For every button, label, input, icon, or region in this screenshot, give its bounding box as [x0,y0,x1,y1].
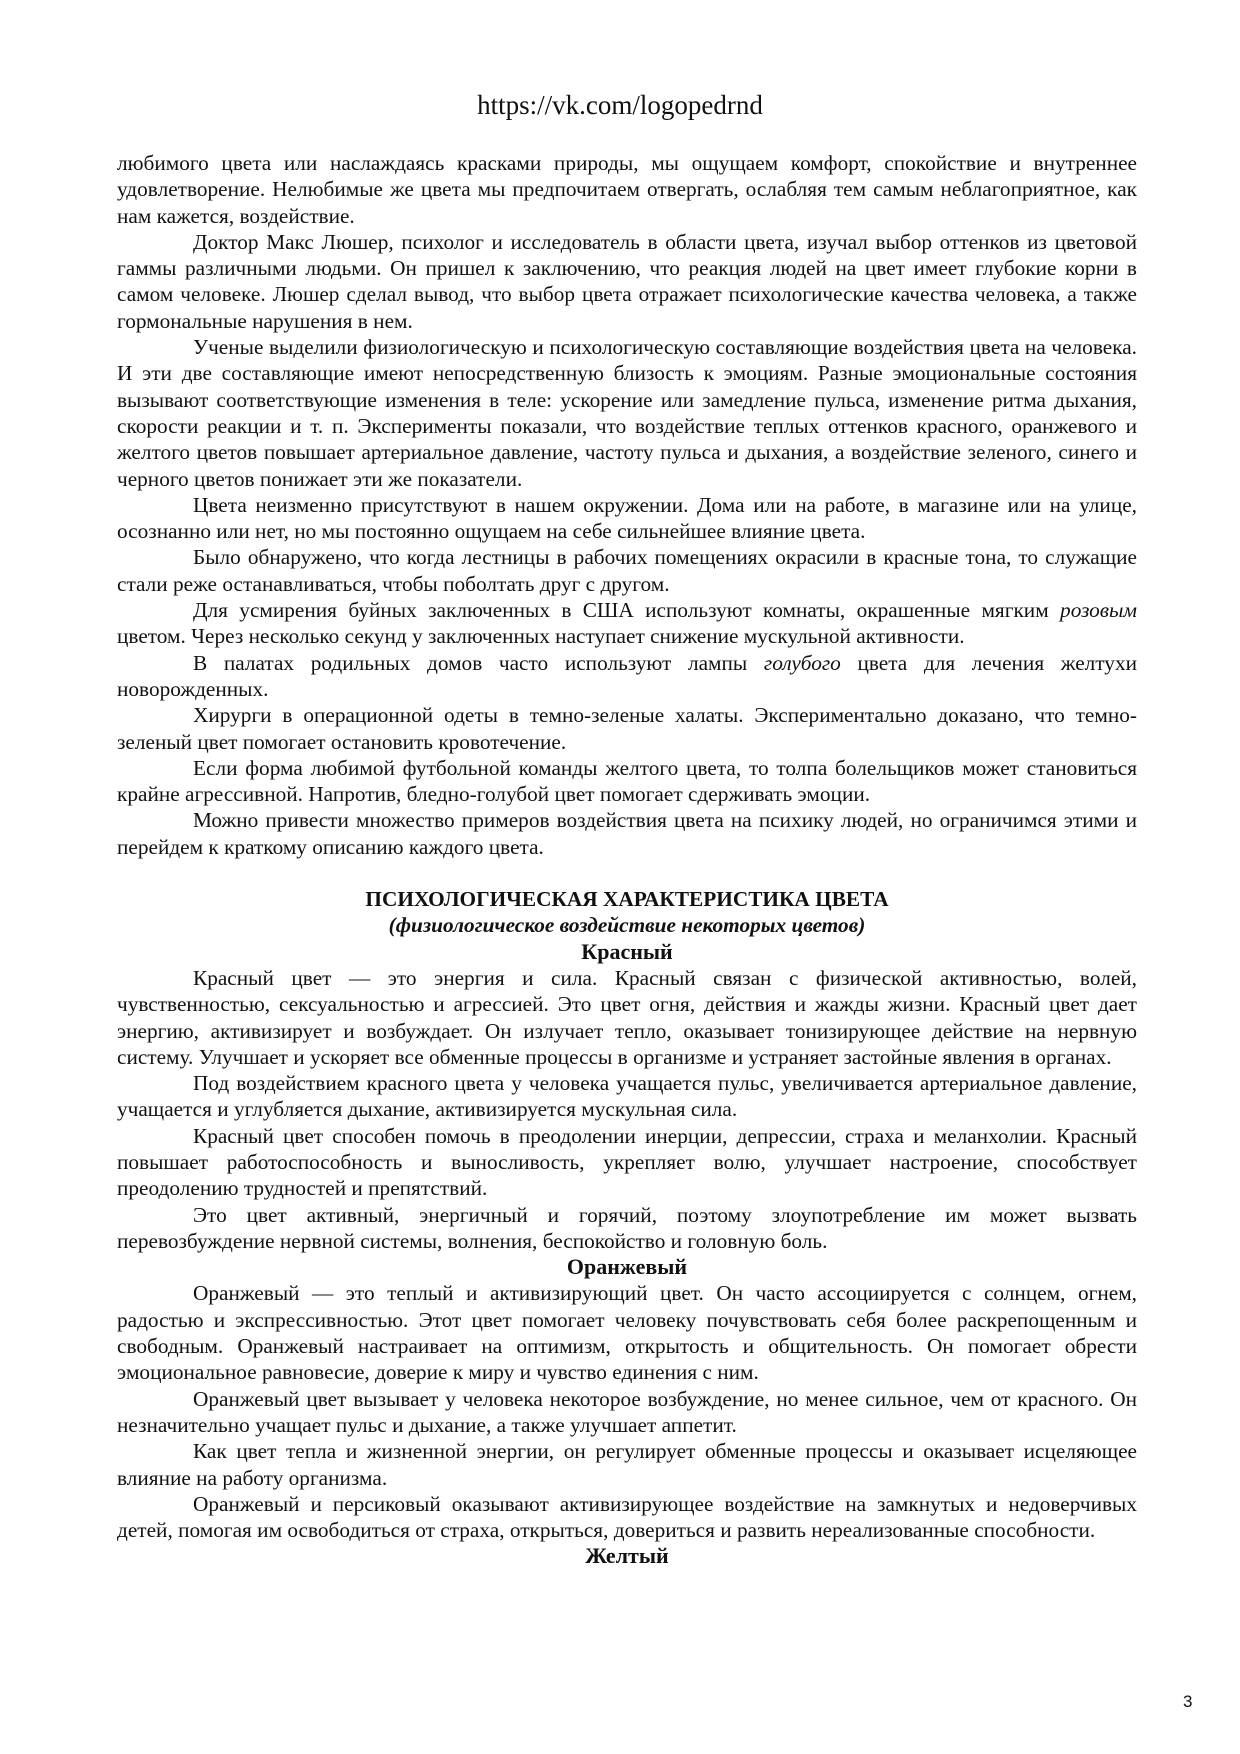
document-body [117,150,1137,1570]
italic-text: розовым [1060,598,1137,623]
paragraph: Цвета неизменно присутствуют в нашем окружении. Дома или на работе, в магазине или на улице, осознанно или нет, но мы постоянно ощущаем на себе сильнейшее влияние цвета. [117,492,1137,544]
heading-orange: Оранжевый [566,1254,688,1280]
paragraph: Было обнаружено, что когда лестницы в рабочих помещениях окрасили в красные тона, то служащие стали реже останавливаться, чтобы поболтать друг с другом. [117,545,1137,596]
paragraph: Если форма любимой футбольной команды желтого цвета, то толпа болельщиков может становиться крайне агрессивной. Напротив, бледно-голубой цвет помогает сдерживать эмоции. [117,755,1137,807]
text: цвета для лечения желтухи новорожденных. [117,650,1137,701]
paragraph: Красный цвет — это энергия и сила. Красный связан с физической активностью, волей, чувственностью, сексуальностью и агрессией. Это цвет огня, действия и жажды жизни. Красный цвет дает энергию, активизирует и возбуждает. Он излучает тепло, оказывает тонизирующее действие на нервную систему. Улучшает и ускоряет все обменные процессы в организме и устраняет застойные явления в органах. [117,965,1137,1069]
paragraph [117,650,1137,703]
text: Для усмирения буйных заключенных в США используют комнаты, окрашенные мягким [193,598,1061,623]
paragraph: Можно привести множество примеров воздействия цвета на психику людей, но ограничимся этими и перейдем к краткому описанию каждого цвета. [117,808,1137,859]
paragraph: Красный цвет способен помочь в преодолении инерции, депрессии, страха и меланхолии. Красный повышает работоспособность и выносливость, укрепляет волю, улучшает настроение, способствует преодолению трудностей и препятствий. [117,1123,1137,1201]
paragraph [117,597,1137,650]
paragraph: Как цвет тепла и жизненной энергии, он регулирует обменные процессы и оказывает исцеляющее влияние на работу организма. [117,1439,1137,1490]
header-url: https://vk.com/logopedrnd [477,90,763,120]
paragraph: Оранжевый и персиковый оказывают активизирующее воздействие на замкнутых и недоверчивых детей, помогая им освободиться от страха, открыться, довериться и развить нереализованные способности. [117,1491,1137,1543]
paragraph: Ученые выделили физиологическую и психологическую составляющие воздействия цвета на человека. И эти две составляющие имеют непосредственную близость к эмоциям. Разные эмоциональные состояния вызывают соответствующие изменения в теле: ускорение или замедление пульса, изменение ритма дыхания, скорости реакции и т. п. Эксперименты показали, что воздействие теплых оттенков красного, оранжевого и желтого цветов повышает артериальное давление, частоту пульса и дыхания, а воздействие зеленого, синего и черного цветов понижает эти же показатели. [117,335,1137,491]
paragraph: Доктор Макс Люшер, психолог и исследователь в области цвета, изучал выбор оттенков из цветовой гаммы различными людьми. Он пришел к заключению, что реакция людей на цвет имеет глубокие корни в самом человеке. Люшер сделал вывод, что выбор цвета отражает психологические качества человека, а также гормональные нарушения в нем. [117,229,1137,333]
text: цветом. Через несколько секунд у заключенных наступает снижение мускульной активности. [117,624,965,649]
paragraph: любимого цвета или наслаждаясь красками природы, мы ощущаем комфорт, спокойствие и внутреннее удовлетворение. Нелюбимые же цвета мы предпочитаем отвергать, ослабляя тем самым неблагоприятное, как нам кажется, воздействие. [117,151,1137,228]
heading-red: Красный [581,938,673,964]
paragraph: Оранжевый цвет вызывает у человека некоторое возбуждение, но менее сильное, чем от красного. Он незначительно учащает пульс и дыхание, а также улучшает аппетит. [117,1386,1137,1437]
paragraph: Хирурги в операционной одеты в темно-зеленые халаты. Экспериментально доказано, что темно-зеленый цвет помогает остановить кровотечение. [117,703,1137,754]
section-title: ПСИХОЛОГИЧЕСКАЯ ХАРАКТЕРИСТИКА ЦВЕТА [365,887,889,912]
section-subtitle: (физиологическое воздействие некоторых цветов) [388,913,866,938]
paragraph: Это цвет активный, энергичный и горячий, поэтому злоупотребление им может вызвать перевозбуждение нервной системы, волнения, беспокойство и головную боль. [117,1202,1137,1253]
heading-yellow: Желтый [585,1543,669,1569]
text: В палатах родильных домов часто используют лампы [193,650,764,675]
paragraph: Оранжевый — это теплый и активизирующий цвет. Он часто ассоциируется с солнцем, огнем, радостью и экспрессивностью. Этот цвет помогает человеку почувствовать себя более раскрепощенным и свободным. Оранжевый настраивает на оптимизм, открытость и общительность. Он помогает обрести эмоциональное равновесие, доверие к миру и чувство единения с ним. [117,1281,1137,1385]
italic-text: голубого [763,650,841,675]
paragraph: Под воздействием красного цвета у человека учащается пульс, увеличивается артериальное давление, учащается и углубляется дыхание, активизируется мускульная сила. [117,1071,1137,1122]
page-number: 3 [1183,1692,1193,1711]
